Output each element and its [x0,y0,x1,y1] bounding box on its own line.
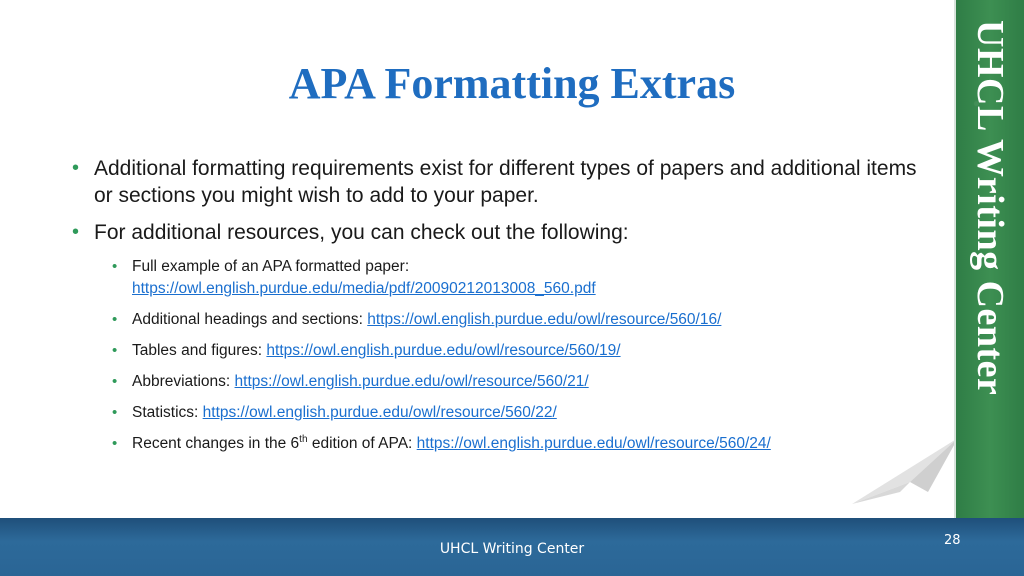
footer-text: UHCL Writing Center [439,541,585,557]
resource-link[interactable]: https://owl.english.purdue.edu/owl/resource/560/19/ [266,342,621,359]
bullet-text: Additional formatting requirements exist for different types of papers and additional items or sections you might wish to add to your paper. [94,157,917,207]
bullet-dot-icon: • [112,258,118,275]
sub-bullet-item [70,256,930,300]
sub-bullet-label: Abbreviations: [132,373,231,390]
bullet-item [70,219,930,246]
page-number: 28 [944,533,961,548]
footer-bar [0,518,1024,576]
sub-bullet-label: Full example of an APA formatted paper: [132,258,410,275]
resource-link[interactable]: https://owl.english.purdue.edu/owl/resource/560/24/ [416,435,771,452]
bullet-dot-icon: • [112,435,118,452]
bullet-dot-icon: • [72,157,80,179]
sub-bullet-label: Statistics: [132,404,199,421]
bullet-dot-icon: • [112,311,118,328]
sub-bullet-item [70,402,930,424]
paper-plane-icon [850,430,960,510]
bullet-dot-icon: • [112,342,118,359]
sub-bullet-item [70,433,930,455]
resource-link[interactable]: https://owl.english.purdue.edu/owl/resource/560/21/ [234,373,589,390]
bullet-dot-icon: • [72,221,80,243]
sub-bullet-item [70,340,930,362]
bullet-item [70,155,930,209]
bullet-dot-icon: • [112,373,118,390]
resource-link[interactable]: https://owl.english.purdue.edu/media/pdf/20090212013008_560.pdf [132,280,596,297]
side-banner [954,0,1024,518]
resource-link[interactable]: https://owl.english.purdue.edu/owl/resource/560/22/ [202,404,557,421]
sub-bullet-label: Additional headings and sections: [132,311,363,328]
sub-bullet-label: Recent changes in the 6th edition of APA: [132,433,413,452]
bullet-dot-icon: • [112,404,118,421]
sub-bullet-item [70,371,930,393]
bullet-text: For additional resources, you can check out the following: [94,221,629,244]
sub-bullet-label: Tables and figures: [132,342,263,359]
slide-title: APA Formatting Extras [288,59,736,108]
resource-link[interactable]: https://owl.english.purdue.edu/owl/resource/560/16/ [367,311,722,328]
sub-bullet-item [70,309,930,331]
side-banner-text: UHCL Writing Center [969,20,1011,396]
bullet-list [70,155,930,464]
